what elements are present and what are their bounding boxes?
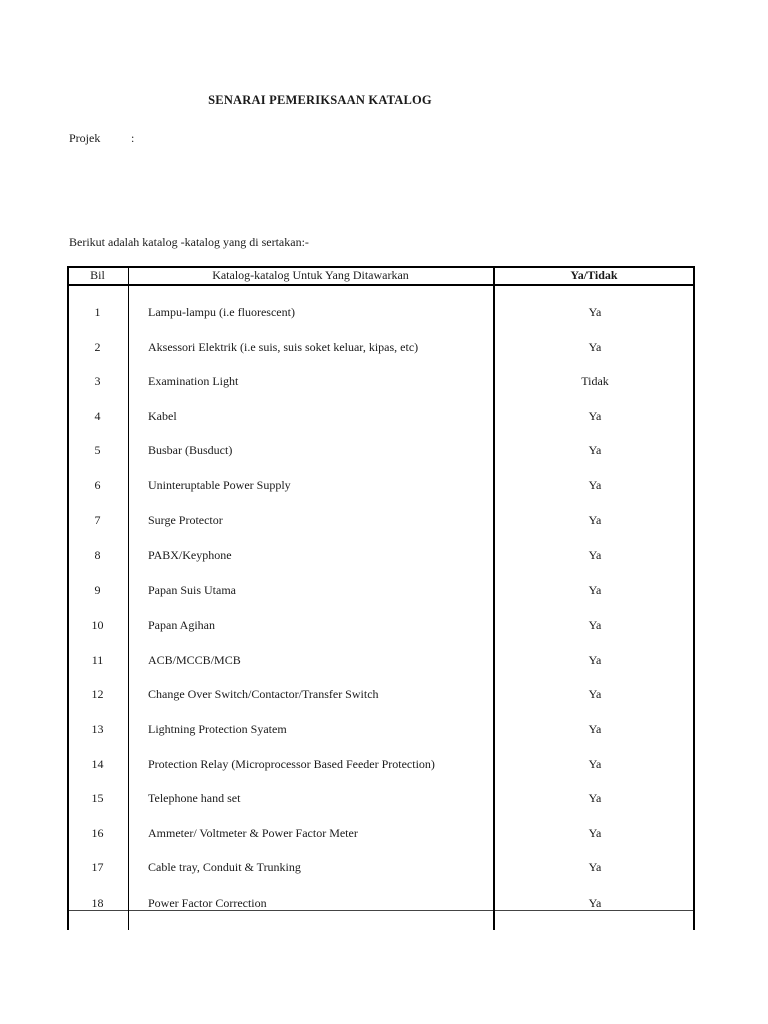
row-answer: Ya xyxy=(588,305,602,319)
row-item: Power Factor Correction xyxy=(148,896,267,910)
row-item: Busbar (Busduct) xyxy=(148,443,233,457)
table-row xyxy=(67,653,695,673)
projek-field xyxy=(69,131,135,146)
row-item: Telephone hand set xyxy=(148,791,241,805)
table-row xyxy=(67,443,695,463)
row-answer: Ya xyxy=(588,826,602,840)
row-item: Uninteruptable Power Supply xyxy=(148,478,291,492)
table-row xyxy=(67,513,695,533)
row-number: 3 xyxy=(94,374,101,388)
header-divider xyxy=(67,284,695,286)
row-answer: Ya xyxy=(588,443,602,457)
table-row xyxy=(67,409,695,429)
row-number: 15 xyxy=(91,791,104,805)
row-item: Ammeter/ Voltmeter & Power Factor Meter xyxy=(148,826,358,840)
row-number: 5 xyxy=(94,443,101,457)
table-row xyxy=(67,478,695,498)
row-number: 10 xyxy=(91,618,104,632)
table-row xyxy=(67,618,695,638)
row-number: 11 xyxy=(91,653,104,667)
row-item: Protection Relay (Microprocessor Based Feeder Protection) xyxy=(148,757,435,771)
row-item: Lightning Protection Syatem xyxy=(148,722,287,736)
row-item: Papan Agihan xyxy=(148,618,215,632)
row-answer: Ya xyxy=(588,340,602,354)
row-number: 12 xyxy=(91,687,104,701)
row-number: 18 xyxy=(91,896,104,910)
row-number: 1 xyxy=(94,305,101,319)
row-item: Kabel xyxy=(148,409,177,423)
row-answer: Ya xyxy=(588,409,602,423)
row-answer: Ya xyxy=(588,618,602,632)
row-number: 13 xyxy=(91,722,104,736)
table-row xyxy=(67,896,695,916)
row-number: 7 xyxy=(94,513,101,527)
row-number: 6 xyxy=(94,478,101,492)
row-answer: Ya xyxy=(588,687,602,701)
row-answer: Ya xyxy=(588,791,602,805)
row-answer: Ya xyxy=(588,896,602,910)
row-item: Examination Light xyxy=(148,374,239,388)
row-number: 14 xyxy=(91,757,104,771)
row-item: PABX/Keyphone xyxy=(148,548,232,562)
row-item: Cable tray, Conduit & Trunking xyxy=(148,860,301,874)
row-item: Lampu-lampu (i.e fluorescent) xyxy=(148,305,295,319)
table-row xyxy=(67,687,695,707)
table-row xyxy=(67,305,695,325)
table-row xyxy=(67,722,695,742)
row-number: 2 xyxy=(94,340,101,354)
row-item: Aksessori Elektrik (i.e suis, suis soket keluar, kipas, etc) xyxy=(148,340,419,354)
table-row xyxy=(67,340,695,360)
row-answer: Ya xyxy=(588,757,602,771)
table-row xyxy=(67,583,695,603)
row-answer: Ya xyxy=(588,722,602,736)
row-item: Change Over Switch/Contactor/Transfer Switch xyxy=(148,687,379,701)
row-answer: Tidak xyxy=(581,374,609,388)
table-row xyxy=(67,374,695,394)
row-answer: Ya xyxy=(588,653,602,667)
row-number: 9 xyxy=(94,583,101,597)
header-answer: Ya/Tidak xyxy=(570,268,618,282)
row-number: 4 xyxy=(94,409,101,423)
row-item: Surge Protector xyxy=(148,513,223,527)
table-row xyxy=(67,826,695,846)
table-row xyxy=(67,757,695,777)
row-answer: Ya xyxy=(588,513,602,527)
projek-label: Projek xyxy=(69,131,101,145)
header-item: Katalog-katalog Untuk Yang Ditawarkan xyxy=(212,268,409,282)
row-answer: Ya xyxy=(588,478,602,492)
row-number: 8 xyxy=(94,548,101,562)
table-row xyxy=(67,791,695,811)
page-title: SENARAI PEMERIKSAAN KATALOG xyxy=(208,93,432,107)
intro-text: Berikut adalah katalog -katalog yang di sertakan:- xyxy=(69,235,309,249)
row-answer: Ya xyxy=(588,583,602,597)
catalog-table xyxy=(67,266,695,930)
header-bil: Bil xyxy=(90,268,105,282)
row-answer: Ya xyxy=(588,548,602,562)
row-number: 17 xyxy=(91,860,104,874)
projek-separator: : xyxy=(131,131,135,145)
row-answer: Ya xyxy=(588,860,602,874)
row-item: ACB/MCCB/MCB xyxy=(148,653,241,667)
row-item: Papan Suis Utama xyxy=(148,583,236,597)
table-row xyxy=(67,860,695,880)
table-row xyxy=(67,548,695,568)
row-number: 16 xyxy=(91,826,104,840)
